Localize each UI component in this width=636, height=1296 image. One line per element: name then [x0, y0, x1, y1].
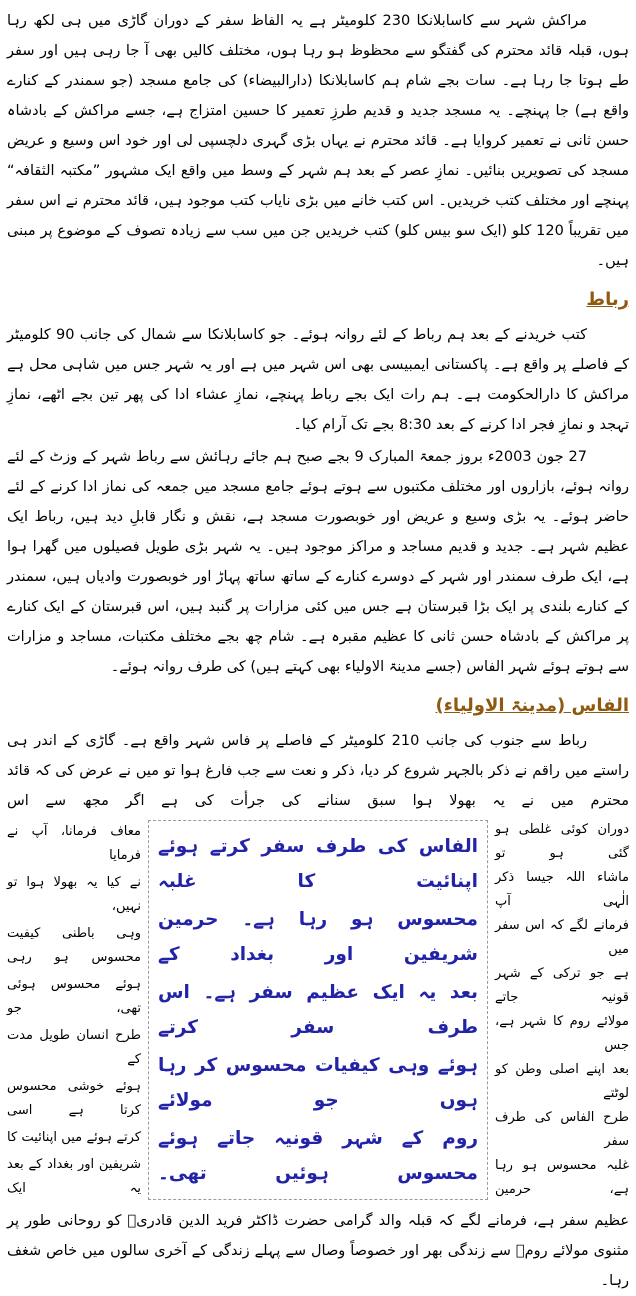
wrap-line-right: ہے جو ترکی کے شہر قونیہ جاتے	[495, 966, 629, 1005]
wrap-line-left: کرتے ہوئے میں اپنائیت کا	[7, 1129, 141, 1145]
rabat-paragraph-1: کتب خریدنے کے بعد ہم رباط کے لئے روانہ ہوئے۔ جو کاسابلانکا سے شمال کی جانب 90 کلومیٹر کے فاصلے پر واقع ہے۔ پاکستانی ایمبیسی بھی اس شہر میں ہے اور یہ شہر جس میں شاہی محل ہے مراکش کا دارالحکومت ہے۔ ہم رات ایک بجے رباط پہنچے، نمازِ عشاء ادا کی پھر تین بجے اٹھے، نمازِ تہجد و نمازِ فجر ادا کرنے کے بعد 8:30 بجے تک آرام کیا۔	[7, 327, 629, 433]
pull-quote-box	[148, 820, 488, 1200]
wrap-line-left: شریفین اور بغداد کے بعد یہ ایک	[7, 1156, 141, 1196]
pull-quote-line: محسوس ہو رہا ہے۔ حرمین شریفین اور بغداد کے	[158, 909, 478, 966]
pull-quote-line: ہوئے وہی کیفیات محسوس کر رہا ہوں جو مولائے	[158, 1054, 478, 1111]
wrap-line-right: طرح الفاس کی طرف سفر	[495, 1110, 629, 1149]
text-wrap-section	[7, 818, 629, 1202]
wrap-line-right: فرمانے لگے کہ اس سفر میں	[495, 918, 629, 957]
wrap-column-left	[7, 818, 141, 1202]
wrap-line-left: وہی باطنی کیفیت محسوس ہو رہی	[7, 925, 141, 965]
pull-quote-line: روم کے شہر قونیہ جاتے ہوئے محسوس ہوئیں تھی۔	[158, 1127, 478, 1184]
wrap-line-right: بعد اپنے اصلی وطن کو لوٹتے	[495, 1062, 629, 1101]
fes-heading-row	[7, 684, 629, 726]
section-heading-rabat: رباط	[586, 289, 629, 310]
rabat-heading-row	[7, 278, 629, 320]
section-heading-fes: الفاس (مدینۃ الاولیاء)	[435, 695, 629, 716]
wrap-line-left: طرح انسان طویل مدت کے	[7, 1027, 141, 1067]
intro-paragraph: مراکش شہر سے کاسابلانکا 230 کلومیٹر ہے یہ الفاظ سفر کے دوران گاڑی میں ہی لکھ رہا ہوں، قبلہ قائد محترم کی گفتگو سے محظوظ ہو رہا ہوں، مختلف کالیں بھی آ جا رہی ہیں اور سفر طے ہوتا جا رہا ہے۔ سات بجے شام ہم کاسابلانکا (دارالبیضاء) کی جامع مسجد (جو سمندر کے کنارے واقع ہے) جا پہنچے۔ یہ مسجد جدید و قدیم طرزِ تعمیر کا حسین امتزاج ہے، جسے مراکش کے بادشاہ حسن ثانی نے تعمیر کروایا ہے۔ قائد محترم نے یہاں بڑی گہری دلچسپی لی اور خود اس وسیع و عریض مسجد کی تصویریں بنائیں۔ نمازِ عصر کے بعد ہم شہر کے وسط میں واقع ایک مشہور ”مکتبہ الثقافہ“ پہنچے اور مختلف کتب خریدیں۔ اس کتب خانے میں بڑی نایاب کتب موجود ہیں، قائد محترم نے اس سفر میں تقریباً 120 کلو (ایک سو بیس کلو) کتب خریدیں جن میں سب سے زیادہ تصوف کے موضوع پر مبنی ہیں۔	[7, 13, 629, 269]
wrap-line-right: مولائے روم کا شہر ہے، جس	[495, 1014, 629, 1053]
wrap-line-right: ماشاء اللہ جیسا ذکر الٰہی آپ	[495, 870, 629, 909]
wrap-column-right	[495, 818, 629, 1202]
pull-quote-line: الفاس کی طرف سفر کرتے ہوئے اپنائیت کا غلبہ	[158, 836, 478, 893]
rabat-paragraph-2: 27 جون 2003ء بروز جمعۃ المبارک 9 بجے صبح ہم جائے رہائش سے رباط شہر کے وزٹ کے لئے روانہ ہوئے، بازاروں اور مختلف مکتبوں سے ہوتے ہوئے جامع مسجد میں جمعہ کی نماز ادا کرنے کے لئے حاضر ہوئے۔ یہ بڑی وسیع و عریض اور خوبصورت مسجد ہے، نقش و نگار قابلِ دید ہیں، رباط ایک عظیم شہر ہے۔ جدید و قدیم مساجد و مراکز موجود ہیں۔ یہ شہر بڑی طویل فصیلوں میں گھرا ہوا ہے، ایک طرف سمندر اور شہر کے دوسرے کنارے کے ساتھ ساتھ پہاڑ اور خوبصورت وادیاں ہیں، سمندر کے کنارے بلندی پر ایک بڑا قبرستان ہے جس میں کئی مزارات پر گنبد ہیں، اس قبرستان کے ایک کنارے پر مراکش کے بادشاہ حسن ثانی کا عظیم مقبرہ ہے۔ شام چھ بجے مختلف مکتبات، مساجد و مزارات سے ہوتے ہوئے شہر الفاس (جسے مدینۃ الاولیاء بھی کہتے ہیں) کی طرف روانہ ہوئے۔	[7, 449, 629, 675]
wrap-line-left: معاف فرمانا، آپ نے فرمایا	[7, 823, 141, 863]
fes-lead-paragraph: رباط سے جنوب کی جانب 210 کلومیٹر کے فاصلے پر فاس شہر واقع ہے۔ گاڑی کے اندر ہی راستے میں راقم نے ذکر بالجہر شروع کر دیا، ذکر و نعت سے جب فارغ ہوا تو میں نے عرض کی کہ قائد محترم میں نے یہ بھولا ہوا سبق سنانے کی جرأت کی ہے اگر مجھ سے اس	[7, 733, 629, 809]
fes-tail-paragraph: عظیم سفر ہے، فرمانے لگے کہ قبلہ والد گرامی حضرت ڈاکٹر فرید الدین قادریؒ کو روحانی طور پر مثنوی مولائے رومؒ سے زندگی بھر اور خصوصاً وصال سے پہلے زندگی کے آخری سالوں میں خاص شغف رہا۔	[7, 1213, 629, 1289]
pull-quote-line: بعد یہ ایک عظیم سفر ہے۔ اس طرف سفر کرتے	[158, 981, 478, 1038]
wrap-line-left: نے کیا یہ بھولا ہوا تو نہیں،	[7, 874, 141, 914]
wrap-line-left: ہوئے محسوس ہوئی تھی، جو	[7, 976, 141, 1016]
wrap-line-left: ہوئے خوشی محسوس کرتا ہے اسی	[7, 1078, 141, 1118]
wrap-line-right: غلبہ محسوس ہو رہا ہے، حرمین	[495, 1158, 629, 1197]
wrap-line-right: دوران کوئی غلطی ہو گئی ہو تو	[495, 822, 629, 861]
